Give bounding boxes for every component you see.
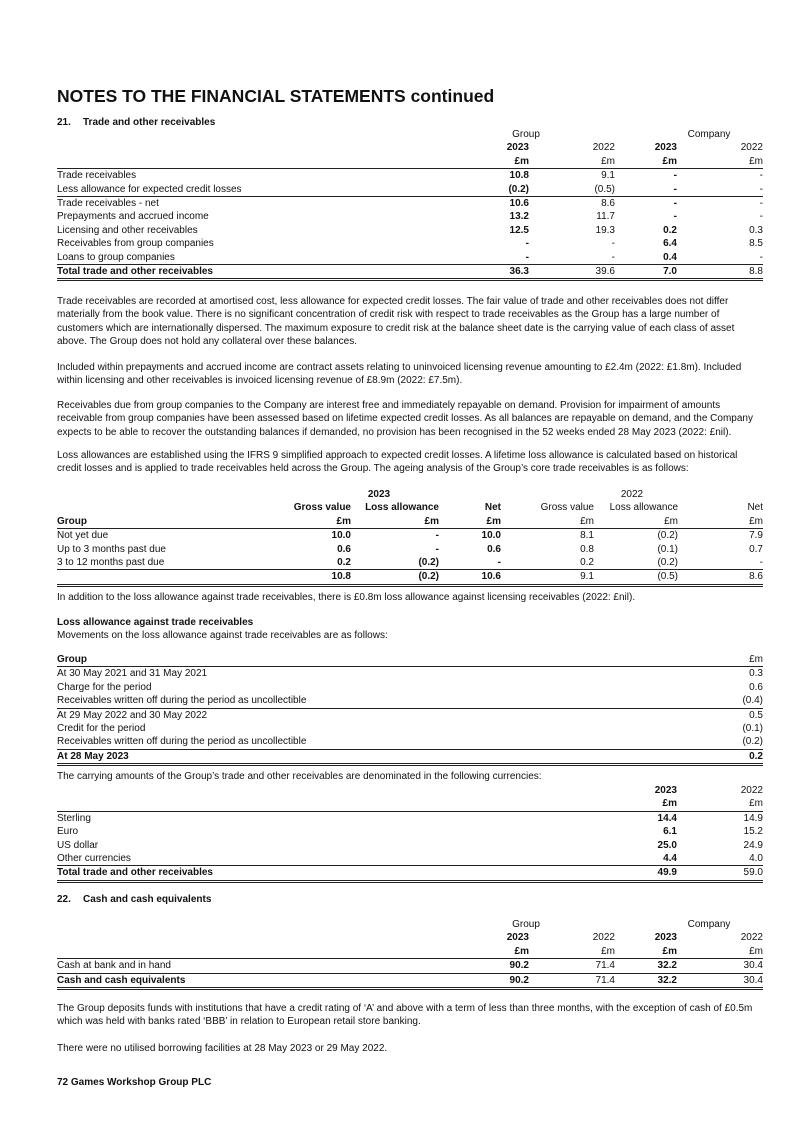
row-label: Charge for the period [57, 681, 152, 693]
total-cell: 30.4 [677, 973, 763, 988]
value-cell: 11.7 [596, 211, 615, 223]
value-cell: (0.1) [657, 543, 678, 555]
value-cell: (0.5) [529, 183, 615, 197]
value-cell: 30.4 [677, 959, 763, 973]
row-label: Other currencies [57, 853, 131, 865]
row-label: Prepayments and accrued income [57, 211, 209, 223]
receivables-table [57, 128, 763, 281]
value-cell: 0.5 [749, 709, 763, 721]
value-cell: - [615, 183, 677, 197]
table-row [57, 811, 763, 825]
table-row [57, 839, 763, 852]
value-cell: 90.2 [437, 959, 529, 973]
row-label: Trade receivables - net [57, 198, 159, 210]
value-cell: - [673, 198, 677, 210]
page-footer: 72 Games Workshop Group PLC [57, 1077, 212, 1088]
row-label: Loans to group companies [57, 251, 175, 263]
value-cell: (0.2) [437, 183, 529, 197]
paragraph: Included within prepayments and accrued income are contract assets relating to uninvoiced licensing revenue amounting to £2.4m (2022: £1.8m). Included within licensing and other receivables is invoiced licensing revenue of £8.9m (2022: £7.5m). [57, 362, 742, 387]
total-cell: 71.4 [529, 973, 615, 988]
table-row [57, 197, 763, 211]
total-cell: 8.6 [678, 570, 763, 585]
table-row [57, 556, 763, 570]
value-cell: 15.2 [743, 826, 763, 838]
value-cell: 10.8 [437, 169, 529, 183]
unit-cell: £m [749, 798, 763, 810]
value-cell: 25.0 [657, 839, 677, 851]
paragraph: Receivables due from group companies to the Company are interest free and immediately repayable on demand. Provision for impairment of amounts receivable from group companies have been assessed based on lifetime expected credit losses. As all balances are repayable on demand, and the Company expects to be able to recover the outstanding balances if demanded, no provision has been recognised in the 52 weeks ended 28 May 2023 (2022: £nil). [57, 400, 753, 438]
table-total-row [57, 866, 763, 881]
row-label: 3 to 12 months past due [57, 556, 257, 570]
note-21-number: 21. [57, 117, 71, 128]
value-cell: - [439, 556, 501, 570]
value-cell: 32.2 [615, 959, 677, 973]
ageing-header-cols [57, 501, 763, 514]
unit-cell: £m [662, 945, 677, 957]
table-row [57, 694, 763, 708]
total-cell: 49.9 [591, 866, 677, 881]
table-total-row [57, 749, 763, 764]
table-row [57, 667, 763, 681]
row-label: Trade receivables [57, 169, 437, 183]
unit-cell: £m [514, 155, 529, 167]
row-label: Euro [57, 826, 79, 838]
unit-cell: £m [749, 515, 763, 527]
total-cell: (0.2) [351, 570, 439, 585]
ageing-year-2022: 2022 [620, 489, 644, 500]
value-cell: - [525, 251, 529, 263]
row-label: US dollar [57, 839, 99, 851]
total-cell: (0.5) [594, 570, 678, 585]
movements-header [57, 653, 763, 667]
table-row [57, 251, 763, 265]
column-header: Loss allowance [609, 502, 678, 514]
paragraph: Trade receivables are recorded at amortised cost, less allowance for expected credit losses. The fair value of trade and other receivables does not differ materially from the book value. There is no significant concentration of credit risk with respect to trade receivables as the Group has a large number of customers which are internationally dispersed. The maximum exposure to credit risk at the balance sheet date is the carrying value of each class of asset above. The Group does not hold any collateral over these balances. [57, 296, 735, 348]
unit-cell: £m [662, 155, 677, 167]
table-header-groups [57, 918, 763, 931]
table-row [57, 529, 763, 543]
ageing-header-units [57, 515, 763, 529]
table-header-groups [57, 128, 763, 141]
value-cell: 6.4 [663, 238, 677, 250]
note-21-title: Trade and other receivables [83, 117, 216, 128]
unit-cell: £m [749, 945, 763, 957]
total-cell: 90.2 [437, 973, 529, 988]
year-cell: 2022 [592, 142, 615, 154]
value-cell: - [759, 198, 763, 210]
group-column-label: Group [512, 129, 540, 140]
ageing-year-2023: 2023 [367, 489, 391, 500]
value-cell: (0.1) [742, 723, 763, 735]
note-22-heading [57, 894, 211, 905]
value-cell: 7.9 [678, 529, 763, 543]
value-cell: 19.3 [595, 224, 615, 236]
value-cell: 0.3 [749, 668, 763, 680]
currency-table [57, 784, 763, 883]
value-cell: 8.6 [601, 198, 615, 210]
table-row [57, 852, 763, 866]
table-row [57, 708, 763, 722]
value-cell: 0.3 [749, 224, 763, 236]
note-22-number: 22. [57, 894, 71, 905]
table-row [57, 183, 763, 197]
value-cell: 4.4 [663, 853, 677, 865]
row-label: Cash at bank and in hand [57, 959, 437, 973]
table-total-row [57, 570, 763, 585]
value-cell: - [673, 211, 677, 223]
column-header: Loss allowance [365, 502, 439, 514]
year-cell: 2022 [592, 932, 615, 944]
value-cell: - [678, 556, 763, 570]
table-row [57, 825, 763, 838]
table-header-units [57, 155, 763, 169]
paragraph: The Group deposits funds with institutions that have a credit rating of ‘A’ and above with a term of less than three months, with the exception of cash of £0.5m which was held with banks rated ‘BBB’ in relation to European retail store banking. [57, 1003, 753, 1028]
row-label: Receivables from group companies [57, 238, 214, 250]
row-label: Credit for the period [57, 723, 146, 735]
movements-table [57, 653, 763, 766]
value-cell: (0.2) [742, 736, 763, 748]
table-row [57, 681, 763, 694]
value-cell: 9.1 [529, 169, 615, 183]
row-label: Receivables written off during the period as uncollectible [57, 694, 657, 708]
table-total-row [57, 265, 763, 280]
value-cell: - [525, 238, 529, 250]
table-row [57, 959, 763, 973]
paragraph: Movements on the loss allowance against trade receivables are as follows: [57, 630, 388, 641]
table-header-years [57, 141, 763, 154]
table-row [57, 735, 763, 749]
value-cell: (0.2) [351, 556, 439, 570]
row-label: Sterling [57, 811, 591, 825]
total-label: Cash and cash equivalents [57, 973, 437, 988]
table-header-years [57, 931, 763, 944]
row-label: Not yet due [57, 529, 257, 543]
value-cell: 10.6 [509, 198, 529, 210]
value-cell: 4.0 [749, 853, 763, 865]
value-cell: (0.4) [657, 694, 763, 708]
unit-cell: £m [601, 945, 615, 957]
value-cell: 0.6 [749, 681, 763, 693]
value-cell: 0.4 [663, 251, 677, 263]
total-label: At 28 May 2023 [57, 749, 657, 764]
total-cell: 59.0 [677, 866, 763, 881]
unit-cell: £m [486, 515, 501, 527]
group-label: Group [57, 515, 87, 527]
row-label: At 29 May 2022 and 30 May 2022 [57, 709, 208, 721]
table-row [57, 543, 763, 556]
value-cell: 6.1 [663, 826, 677, 838]
value-cell: 0.2 [663, 224, 677, 236]
value-cell: - [611, 238, 615, 250]
unit-cell: £m [336, 515, 351, 527]
table-header-units [57, 945, 763, 959]
value-cell: 10.0 [257, 529, 351, 543]
value-cell: 24.9 [743, 839, 763, 851]
row-label: Licensing and other receivables [57, 224, 198, 236]
total-cell: 36.3 [437, 265, 529, 280]
column-header: Net [747, 502, 763, 514]
value-cell: - [615, 169, 677, 183]
year-cell: 2023 [506, 142, 529, 154]
page-title: NOTES TO THE FINANCIAL STATEMENTS continued [57, 86, 495, 106]
unit-cell: £m [514, 945, 529, 957]
value-cell: - [677, 169, 763, 183]
year-cell: 2023 [506, 932, 529, 944]
value-cell: 0.6 [487, 543, 501, 555]
table-row [57, 169, 763, 183]
value-cell: 0.7 [749, 543, 763, 555]
loss-allowance-heading: Loss allowance against trade receivables [57, 617, 254, 628]
value-cell: 0.2 [257, 556, 351, 570]
value-cell: 12.5 [509, 224, 529, 236]
total-cell: 39.6 [529, 265, 615, 280]
year-cell: 2023 [654, 932, 677, 944]
value-cell: - [611, 251, 615, 263]
total-cell: 32.2 [615, 973, 677, 988]
ageing-table [57, 488, 763, 587]
row-label: Less allowance for expected credit losses [57, 183, 437, 197]
group-column-label: Group [512, 919, 540, 930]
total-cell: 9.1 [501, 570, 594, 585]
year-cell: 2023 [654, 142, 677, 154]
total-label: Total trade and other receivables [57, 866, 591, 881]
paragraph: In addition to the loss allowance against trade receivables, there is £0.8m loss allowance against licensing receivables (2022: £nil). [57, 592, 636, 603]
column-header: Gross value [540, 502, 594, 514]
table-row [57, 722, 763, 735]
year-cell: 2022 [740, 932, 763, 944]
row-label: Receivables written off during the period as uncollectible [57, 736, 307, 748]
row-label: At 30 May 2021 and 31 May 2021 [57, 668, 208, 680]
value-cell: 14.9 [677, 811, 763, 825]
cash-table [57, 918, 763, 990]
total-cell: 7.0 [615, 265, 677, 280]
currency-header-years [57, 784, 763, 797]
value-cell: 10.0 [439, 529, 501, 543]
note-22-title: Cash and cash equivalents [83, 894, 212, 905]
value-cell: 14.4 [591, 811, 677, 825]
unit-cell: £m [664, 515, 678, 527]
row-label: Up to 3 months past due [57, 543, 166, 555]
table-row [57, 224, 763, 237]
value-cell: - [759, 211, 763, 223]
total-cell: 8.8 [677, 265, 763, 280]
value-cell: (0.2) [594, 556, 678, 570]
paragraph: There were no utilised borrowing facilities at 28 May 2023 or 29 May 2022. [57, 1043, 388, 1054]
value-cell: - [435, 543, 439, 555]
company-column-label: Company [687, 129, 731, 140]
company-column-label: Company [687, 919, 731, 930]
unit-cell: £m [657, 653, 763, 667]
total-cell: 10.8 [257, 570, 351, 585]
table-row [57, 210, 763, 223]
unit-cell: £m [601, 155, 615, 167]
unit-cell: £m [424, 515, 439, 527]
value-cell: 0.6 [337, 543, 351, 555]
ageing-header-years [57, 488, 763, 501]
value-cell: - [351, 529, 439, 543]
year-cell: 2023 [654, 785, 677, 796]
table-row [57, 237, 763, 250]
year-cell: 2022 [740, 785, 763, 796]
total-cell: 10.6 [439, 570, 501, 585]
total-cell: 0.2 [657, 749, 763, 764]
value-cell: - [677, 183, 763, 197]
value-cell: 0.8 [580, 543, 594, 555]
paragraph: The carrying amounts of the Group’s trade and other receivables are denominated in the following currencies: [57, 771, 542, 782]
column-header: Gross value [293, 502, 351, 514]
group-label: Group [57, 653, 657, 667]
value-cell: - [759, 251, 763, 263]
total-label [57, 570, 257, 585]
value-cell: 8.5 [749, 238, 763, 250]
value-cell: 8.1 [501, 529, 594, 543]
year-cell: 2022 [740, 142, 763, 154]
paragraph: Loss allowances are established using the IFRS 9 simplified approach to expected credit losses. A lifetime loss allowance is calculated based on historical credit losses and is applied to trade receivables held across the Group. The ageing analysis of the Group’s core trade receivables is as follows: [57, 450, 738, 475]
unit-cell: £m [749, 155, 763, 167]
table-total-row [57, 973, 763, 988]
unit-cell: £m [580, 515, 594, 527]
unit-cell: £m [662, 798, 677, 810]
value-cell: 0.2 [501, 556, 594, 570]
total-label: Total trade and other receivables [57, 265, 437, 280]
value-cell: 71.4 [529, 959, 615, 973]
column-header: Net [484, 502, 501, 514]
value-cell: 13.2 [509, 211, 529, 223]
note-21-heading [57, 117, 215, 128]
currency-header-units [57, 797, 763, 811]
value-cell: (0.2) [594, 529, 678, 543]
